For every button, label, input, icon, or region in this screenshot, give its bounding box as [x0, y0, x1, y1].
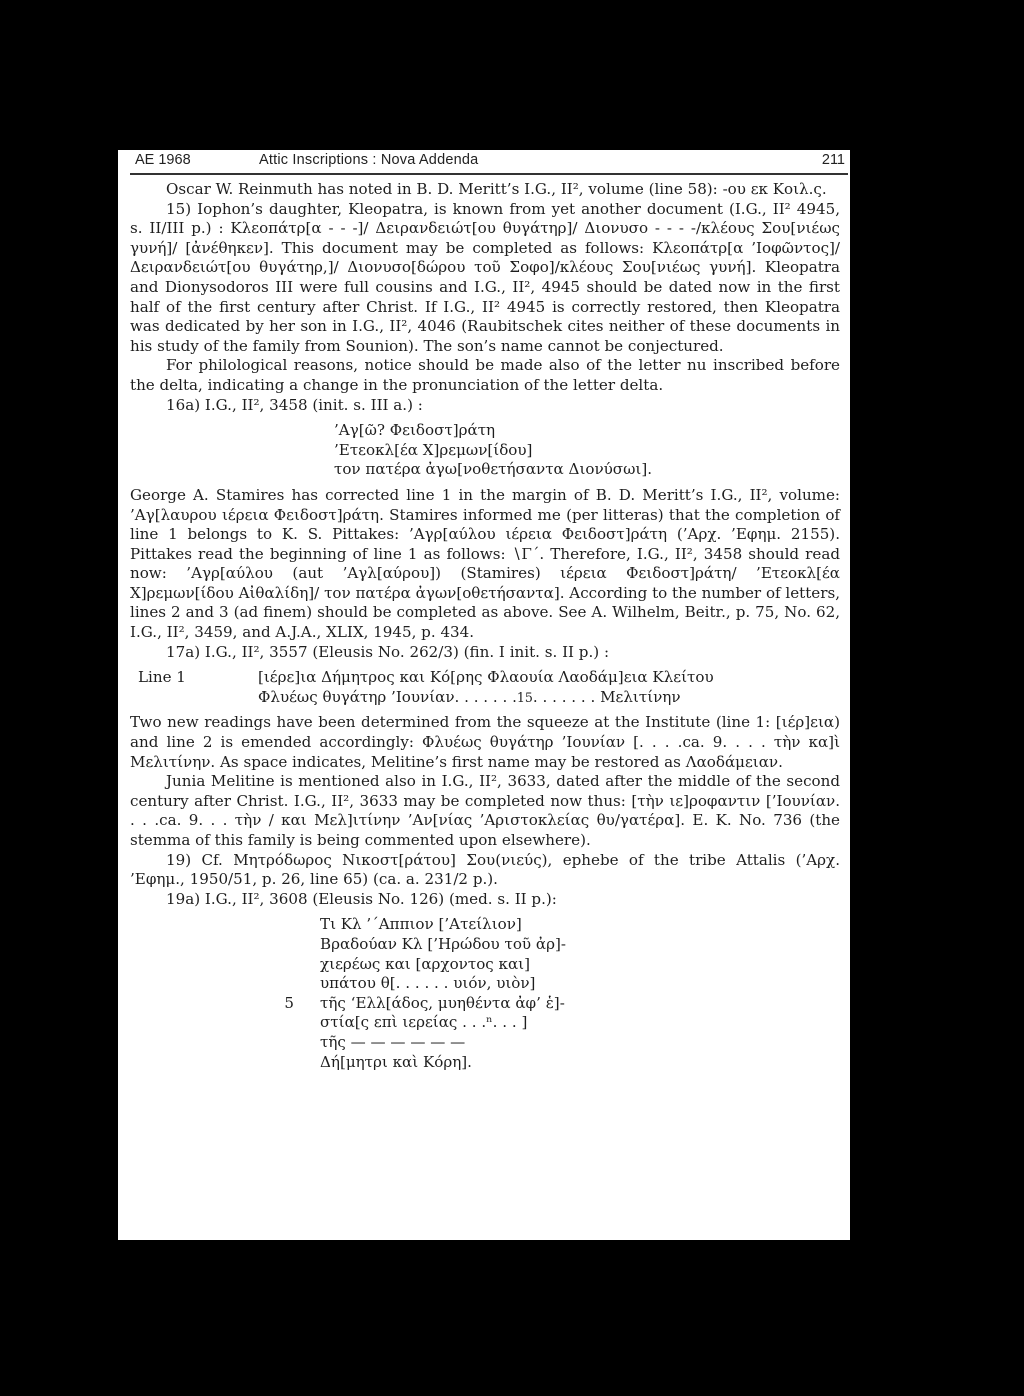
journal-label: ΑΕ 1968 [135, 152, 191, 168]
article-body [130, 180, 840, 1072]
paragraph-philological: For philological reasons, notice should be made also of the letter nu inscribed before the delta, indicating a change in the pronunciation of the letter delta. [130, 356, 840, 394]
inscription-19a [130, 915, 840, 1072]
inscription-17a-text-1: [ιέρε]ια Δήμητρος και Κό[ρης Φλαουία Λαοδάμ]εια Κλείτου [258, 668, 714, 687]
line-number: 5 [284, 993, 294, 1012]
inscription-19a-line: Τι Κλ ’´Αππιον [’Ατείλιον] [320, 915, 522, 934]
inscription-19a-line: χιερέως και [αρχοντος και] [320, 954, 530, 973]
paragraph-19: 19) Cf. Μητρόδωρος Νικοστ[ράτου] Σου(νιεύς), ephebe of the tribe Attalis (’Αρχ. ’Εφημ., 1950/51, p. 26, line 65) (ca. a. 231/2 p.). [130, 850, 840, 889]
inscription-19a-line: υπάτου θ[. . . . . . υιόν, υιὸν] [320, 974, 536, 993]
paragraph-stamires: George A. Stamires has corrected line 1 in the margin of B. D. Meritt’s I.G., II², volume: ’Αγ[λαυρου ιέρεια Φειδοστ]ράτη. Stamires informed me (per litteras) that the completion of line 1 belongs to K. S. Pittakes: ’Αγρ[αύλου ιέρεια Φειδοστ]ράτη (’Αρχ. ’Εφημ. 2155). Pittakes read the beginning of line 1 as follows: ∖Γ΄. Therefore, I.G., II², 3458 should read now: ’Αγρ[αύλου (aut ’Αγλ[αύρου]) (Stamires) ιέρεια Φειδοστ]ράτη/ ’Ετεοκλ[έα Χ]ρεμων[ίδου Αἰθαλίδη]/ τον πατέρα ἀγων[οθετήσαντα]. According to the number of letters, lines 2 and 3 (ad finem) should be completed as above. See A. Wilhelm, Beitr., p. 75, No. 62, I.G., II², 3459, and A.J.A., XLIX, 1945, p. 434. [130, 485, 840, 642]
running-title: Attic Inscriptions : Nova Addenda [259, 152, 479, 168]
line-label: Line 1 [138, 668, 186, 687]
heading-19a: 19a) I.G., II², 3608 (Eleusis No. 126) (med. s. II p.): [166, 889, 557, 908]
paragraph-reinmuth: Oscar W. Reinmuth has noted in B. D. Meritt’s I.G., II², volume (line 58): -ου εκ Κοιλ.ς. [166, 180, 827, 198]
inscription-19a-line: τῆς — — — — — — [320, 1032, 466, 1051]
header-rule [130, 173, 848, 175]
inscription-16a-line-1: ’Αγ[ῶ? Φειδοστ]ράτη [334, 421, 496, 440]
inscription-16a-line-3: τον πατέρα ἀγω[νοθετήσαντα Διονύσωι]. [334, 460, 653, 479]
running-header [135, 152, 849, 174]
inscription-19a-line: Βραδούαν Κλ [’Ηρώδου τοῦ ἀρ]- [320, 934, 566, 953]
inscription-17a-line-1 [130, 668, 840, 688]
inscription-19a-line: Δή[μητρι καὶ Κόρη]. [320, 1052, 472, 1071]
inscription-17a-text-2a: Φλυέως θυγάτηρ ’Ιουνίαν. . . . . . . [258, 687, 517, 706]
page-number: 211 [821, 152, 845, 168]
heading-16a: 16a) I.G., II², 3458 (init. s. III a.) : [166, 395, 423, 414]
inscription-17a-text-2b: . . . . . . . Μελιτίνην [532, 687, 681, 706]
inscription-16a-line-2: ’Ετεοκλ[έα Χ]ρεμων[ίδου] [334, 440, 533, 459]
heading-17a: 17a) I.G., II², 3557 (Eleusis No. 262/3) (fin. I init. s. II p.) : [166, 642, 610, 661]
letter-count: 15 [516, 689, 533, 705]
paragraph-15-iophon: 15) Iophon’s daughter, Kleopatra, is known from yet another document (I.G., II² 4945, s. II/III p.) : Κλεοπάτρ[α - - -]/ Δειρανδειώτ[ου θυγάτηρ]/ Διονυσο - - - -/κλέους Σου[νιέως γυνή]/ [ἀνέθηκεν]. This document may be completed as follows: Κλεοπάτρ[α ’Ιοφῶντος]/ Δειρανδειώτ[ου θυγάτηρ,]/ Διονυσο[δώρου τοῦ Σοφο]/κλέους Σου[νιέως γυνή]. Kleopatra and Dionysodoros III were full cousins and I.G., II², 4945 should be dated now in the first half of the first century after Christ. If I.G., II² 4945 is correctly restored, then Kleopatra was dedicated by her son in I.G., II², 4046 (Raubitschek cites neither of these documents in his study of the family from Sounion). The son’s name cannot be conjectured. [130, 199, 840, 355]
inscription-17a-line-2 [130, 688, 840, 708]
paragraph-junia: Junia Melitine is mentioned also in I.G., II², 3633, dated after the middle of the second century after Christ. I.G., II², 3633 may be completed now thus: [τὴν ιε]ροφαντιν [’Ιουνίαν. . . .ca. 9. . . τὴν / και Μελ]ιτίνην ’Αν[νίας ’Αριστοκλείας θυ/γατέρα]. E. K. No. 736 (the stemma of this family is being commented upon elsewhere). [130, 772, 840, 849]
inscription-19a-line: στία[ς επὶ ιερείας . . .ⁿ. . . ] [320, 1013, 528, 1032]
paragraph-new-readings: Two new readings have been determined from the squeeze at the Institute (line 1: [ιέρ]εια) and line 2 is emended accordingly: Φλυέως θυγάτηρ ’Ιουνίαν [. . . .ca. 9. . . . τὴν κα]ὶ Μελιτίνην. As space indicates, Melitine’s first name may be restored as Λαοδάμειαν. [130, 713, 840, 771]
inscription-19a-line: τῆς ‘Ελλ[άδος, μυηθέντα ἀφ’ ἑ]- [320, 993, 565, 1012]
